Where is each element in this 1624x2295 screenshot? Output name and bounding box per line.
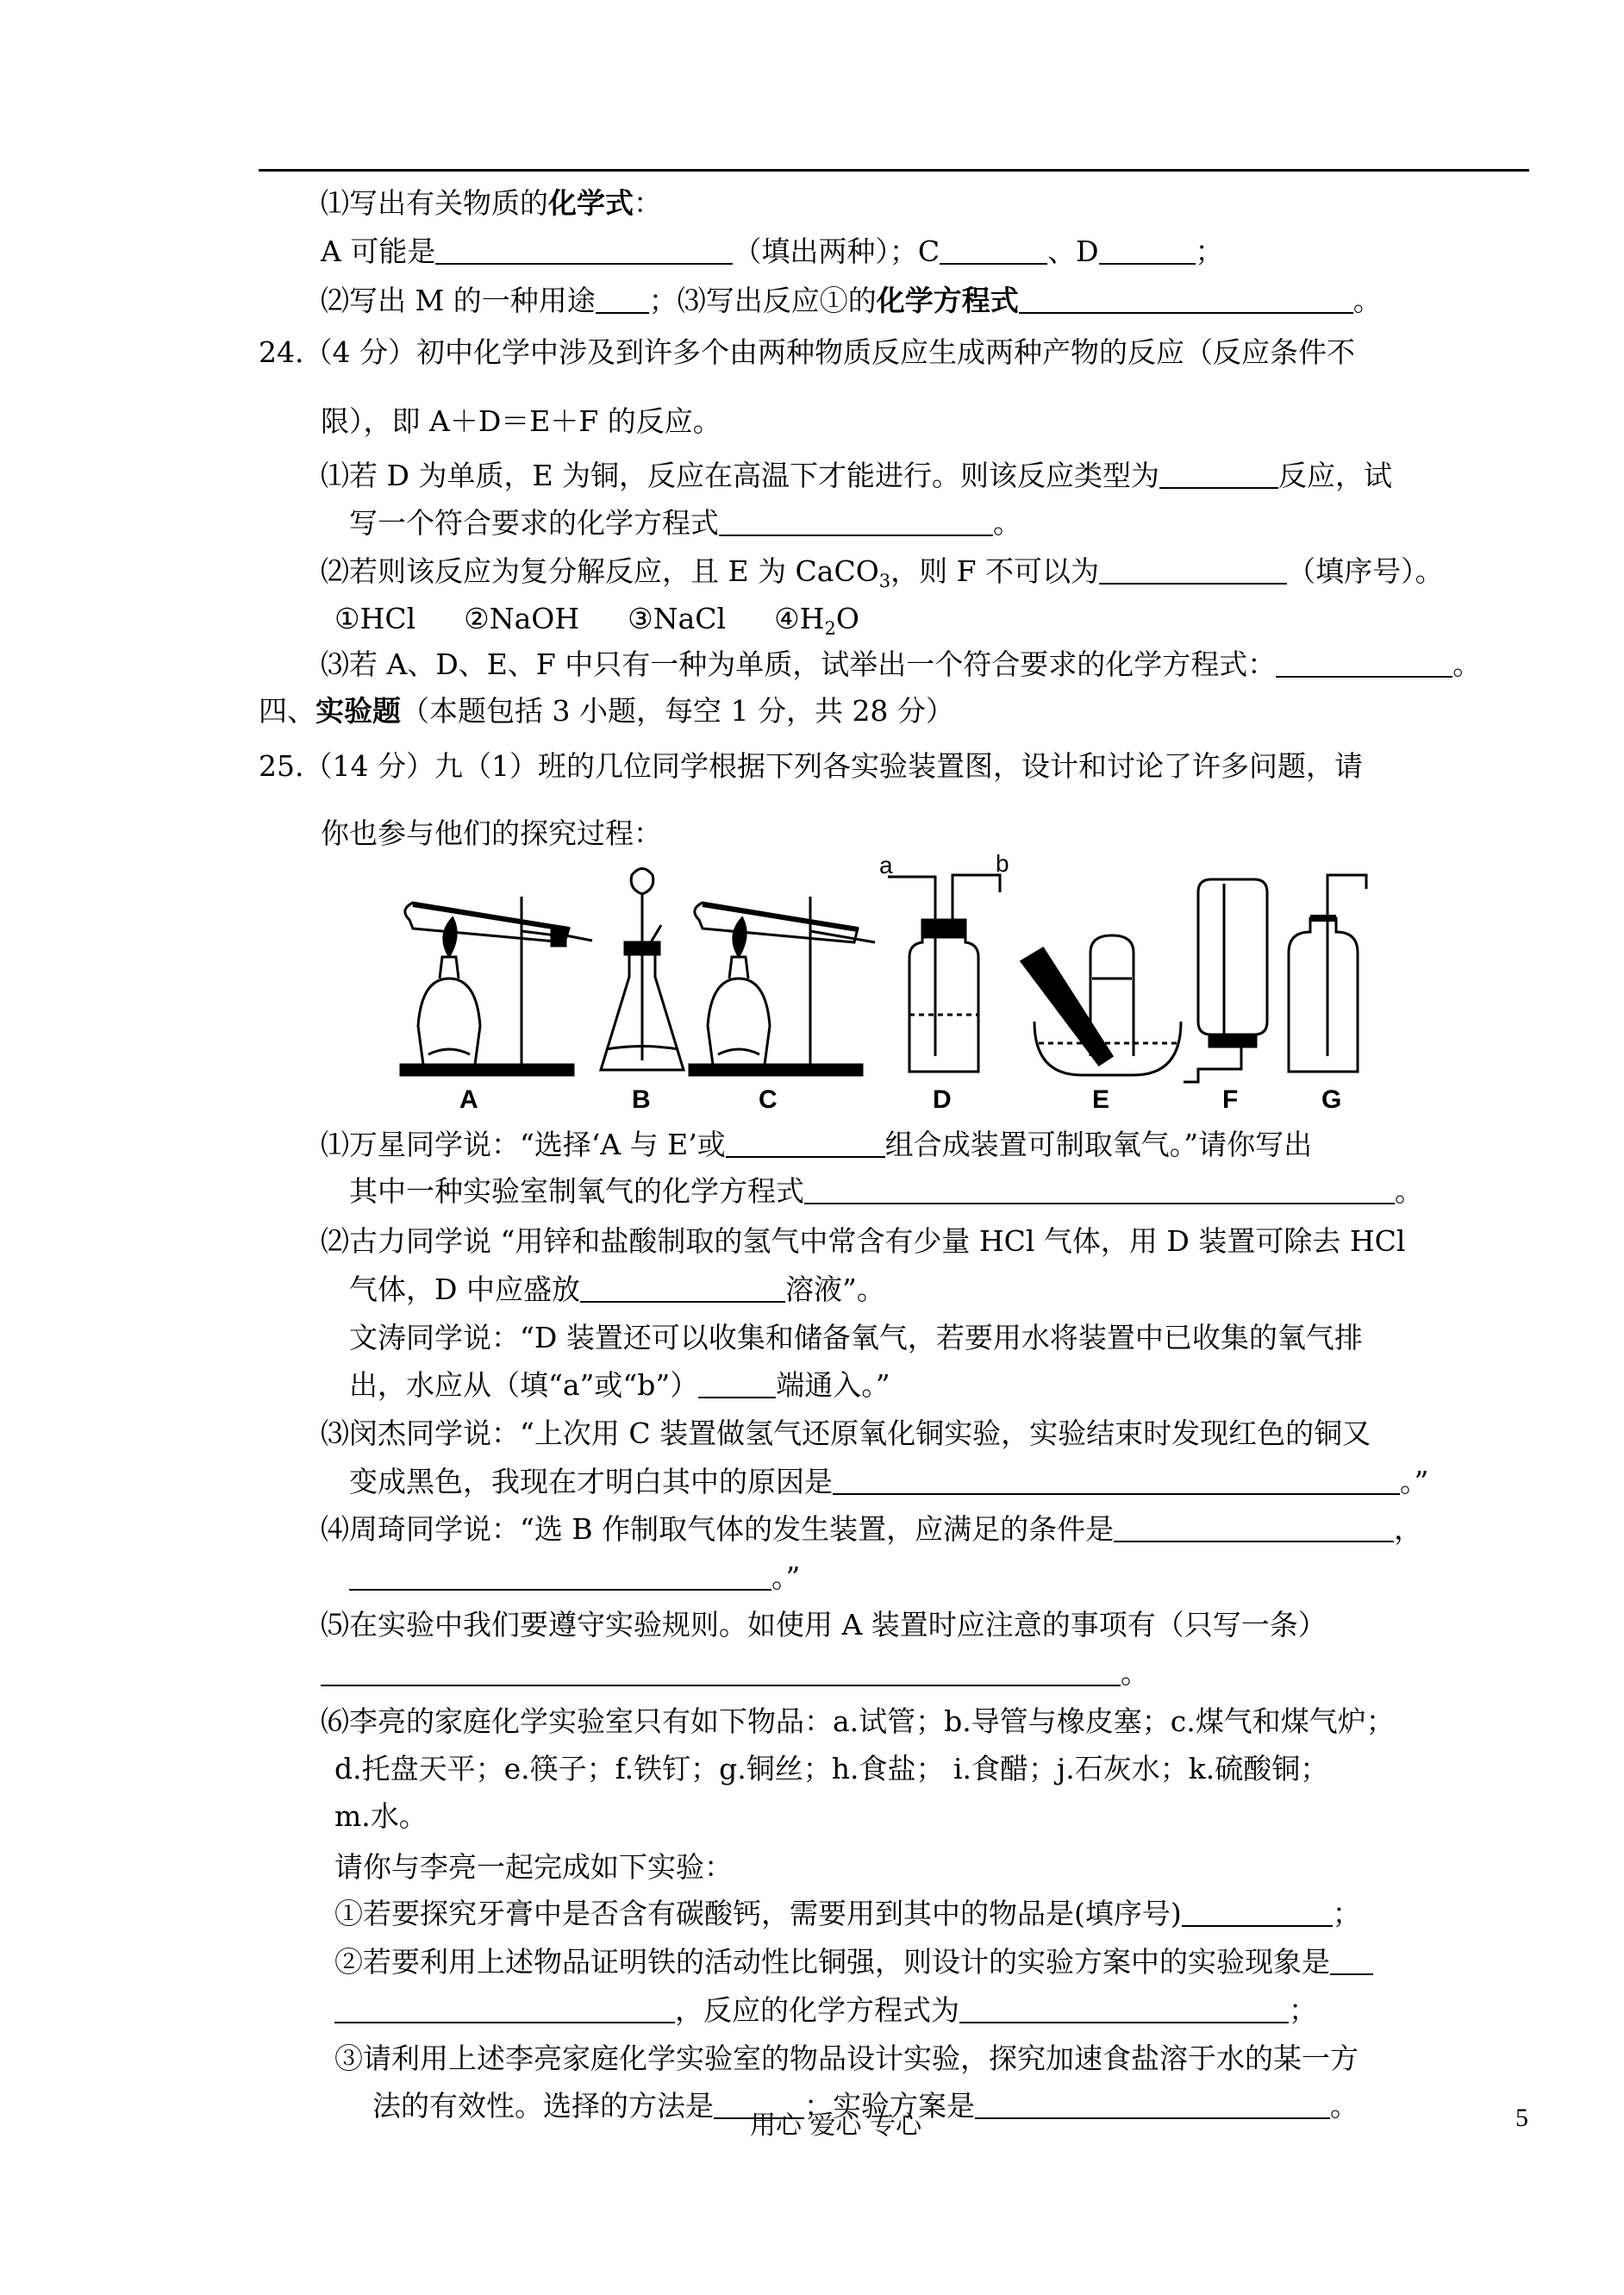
apparatus-f: [1184, 879, 1267, 1082]
footer-motto: 用心 爱心 专心: [750, 2111, 922, 2141]
apparatus-g: [1289, 875, 1366, 1072]
q24-part3: ⑶若 A、D、E、F 中只有一种为单质，试举出一个符合要求的化学方程式： 。: [321, 647, 1482, 681]
apparatus-label-b: B: [632, 1085, 651, 1114]
answer-blank[interactable]: [1099, 555, 1287, 585]
q23-part1: ⑴写出有关物质的化学式：: [321, 186, 662, 220]
option-2: ②NaOH: [464, 602, 580, 635]
q25-part1-line2: 其中一种实验室制氧气的化学方程式 。: [349, 1174, 1423, 1208]
q25-part2-line2: 气体，D 中应盛放 溶液”。: [349, 1273, 885, 1306]
answer-blank[interactable]: [940, 235, 1047, 265]
apparatus-label-a: A: [459, 1085, 478, 1114]
section-heading: 四、实验题（本题包括 3 小题，每空 1 分，共 28 分）: [259, 694, 954, 728]
answer-blank[interactable]: [1159, 460, 1278, 489]
answer-blank[interactable]: [349, 1561, 771, 1591]
page-number: 5: [1515, 2104, 1528, 2132]
q25-part4: ⑷周琦同学说：“选 B 作制取气体的发生装置，应满足的条件是 ，: [321, 1512, 1423, 1546]
option-1: ①HCl: [334, 602, 416, 635]
answer-blank[interactable]: [719, 507, 993, 536]
apparatus-d: [888, 875, 1000, 1072]
answer-blank[interactable]: [596, 285, 649, 314]
q24-stem: 24.（4 分）初中化学中涉及到许多个由两种物质反应生成两种产物的反应（反应条件不: [259, 335, 1355, 369]
answer-blank[interactable]: [975, 2090, 1330, 2119]
q25-part6-line2: d.托盘天平；e.筷子；f.铁钉；g.铜丝；h.食盐； i.食醋；j.石灰水；k.硫酸铜；: [334, 1752, 1329, 1785]
apparatus-e: [1021, 935, 1181, 1075]
answer-blank[interactable]: [1019, 285, 1353, 314]
q25-part4-line2: 。”: [349, 1559, 800, 1597]
q24-stem-line2: 限），即 A＋D＝E＋F 的反应。: [321, 404, 721, 438]
option-4: $④H_2O$: [774, 602, 859, 639]
q23-part2: ⑵写出 M 的一种用途 ；⑶写出反应①的化学方程式 。: [321, 284, 1382, 317]
answer-blank[interactable]: [726, 1129, 885, 1158]
answer-blank[interactable]: [334, 1994, 675, 2023]
answer-blank[interactable]: [1330, 1946, 1373, 1975]
header-rule: [259, 169, 1529, 172]
q25-part1: ⑴万星同学说：“选择‘A 与 E’或 组合成装置可制取氧气。”请你写出: [321, 1128, 1313, 1161]
q25-part6-item1: ①若要探究牙膏中是否含有碳酸钙，需要用到其中的物品是(填序号) ；: [334, 1897, 1361, 1930]
q23-part1-line2: A 可能是 （填出两种）；C 、D ；: [321, 235, 1224, 268]
q25-part2: ⑵古力同学说 “用锌和盐酸制取的氢气中常含有少量 HCl 气体，用 D 装置可除去 HCl: [321, 1224, 1406, 1258]
port-a-label: a: [879, 852, 893, 879]
q25-part2-line3: 文涛同学说：“D 装置还可以收集和储备氧气，若要用水将装置中已收集的氧气排: [349, 1321, 1363, 1354]
apparatus-b: [601, 869, 684, 1071]
answer-blank[interactable]: [804, 1175, 1395, 1204]
answer-blank[interactable]: [1099, 235, 1196, 265]
answer-blank[interactable]: [321, 1657, 1121, 1686]
q25-part6-item3-line2: 法的有效性。选择的方法是 ；实验方案是 。: [372, 2089, 1359, 2123]
answer-blank[interactable]: [1182, 1898, 1333, 1927]
q24-part2: ⑵若则该反应为复分解反应，且 E 为 CaCO$_3$，则 F 不可以为 （填序号）。: [321, 554, 1444, 591]
q25-part6: ⑹李亮的家庭化学实验室只有如下物品：a.试管；b.导管与橡皮塞；c.煤气和煤气炉；: [321, 1704, 1395, 1738]
option-3: ③NaCl: [628, 602, 727, 635]
apparatus-a: [401, 897, 592, 1075]
apparatus-c: [690, 897, 875, 1075]
q25-part5-line2: 。: [321, 1654, 1149, 1692]
apparatus-label-e: E: [1092, 1085, 1110, 1114]
answer-blank[interactable]: [580, 1273, 785, 1303]
apparatus-label-f: F: [1222, 1085, 1239, 1114]
answer-blank[interactable]: [833, 1466, 1400, 1495]
q25-part3-line2: 变成黑色，我现在才明白其中的原因是 。”: [349, 1465, 1429, 1498]
q25-stem-line2: 你也参与他们的探究过程：: [321, 816, 662, 850]
q24-options: [334, 600, 859, 638]
answer-blank[interactable]: [959, 1994, 1289, 2023]
q25-part6-item3: ③请利用上述李亮家庭化学实验室的物品设计实验，探究加速食盐溶于水的某一方: [334, 2042, 1359, 2075]
port-b-label: b: [996, 850, 1009, 877]
apparatus-label-d: D: [933, 1085, 952, 1114]
q25-part6-line4: 请你与李亮一起完成如下实验：: [334, 1850, 733, 1884]
q25-part3: ⑶闵杰同学说：“上次用 C 装置做氢气还原氧化铜实验，实验结束时发现红色的铜又: [321, 1416, 1371, 1450]
q25-part6-item2: ②若要利用上述物品证明铁的活动性比铜强，则设计的实验方案中的实验现象是: [334, 1943, 1373, 1981]
q25-part6-item2-line2: ，反应的化学方程式为 ；: [334, 1992, 1317, 2029]
q25-part5: ⑸在实验中我们要遵守实验规则。如使用 A 装置时应注意的事项有（只写一条）: [321, 1608, 1327, 1642]
answer-blank[interactable]: [435, 235, 733, 265]
answer-blank[interactable]: [1114, 1513, 1394, 1542]
q25-part2-line4: 出，水应从（填“a”或“b”） 端通入。”: [349, 1368, 890, 1402]
apparatus-figure: [392, 849, 1405, 1116]
apparatus-label-g: G: [1321, 1085, 1342, 1114]
apparatus-label-c: C: [759, 1085, 778, 1114]
q25-part6-line3: m.水。: [334, 1799, 428, 1833]
answer-blank[interactable]: [698, 1369, 776, 1398]
q24-part1: ⑴若 D 为单质，E 为铜，反应在高温下才能进行。则该反应类型为 反应，试: [321, 459, 1393, 492]
q25-stem: 25.（14 分）九（1）班的几位同学根据下列各实验装置图，设计和讨论了许多问题，请: [259, 749, 1363, 783]
answer-blank[interactable]: [1276, 648, 1452, 678]
q24-part1-line2: 写一个符合要求的化学方程式 。: [349, 506, 1021, 540]
